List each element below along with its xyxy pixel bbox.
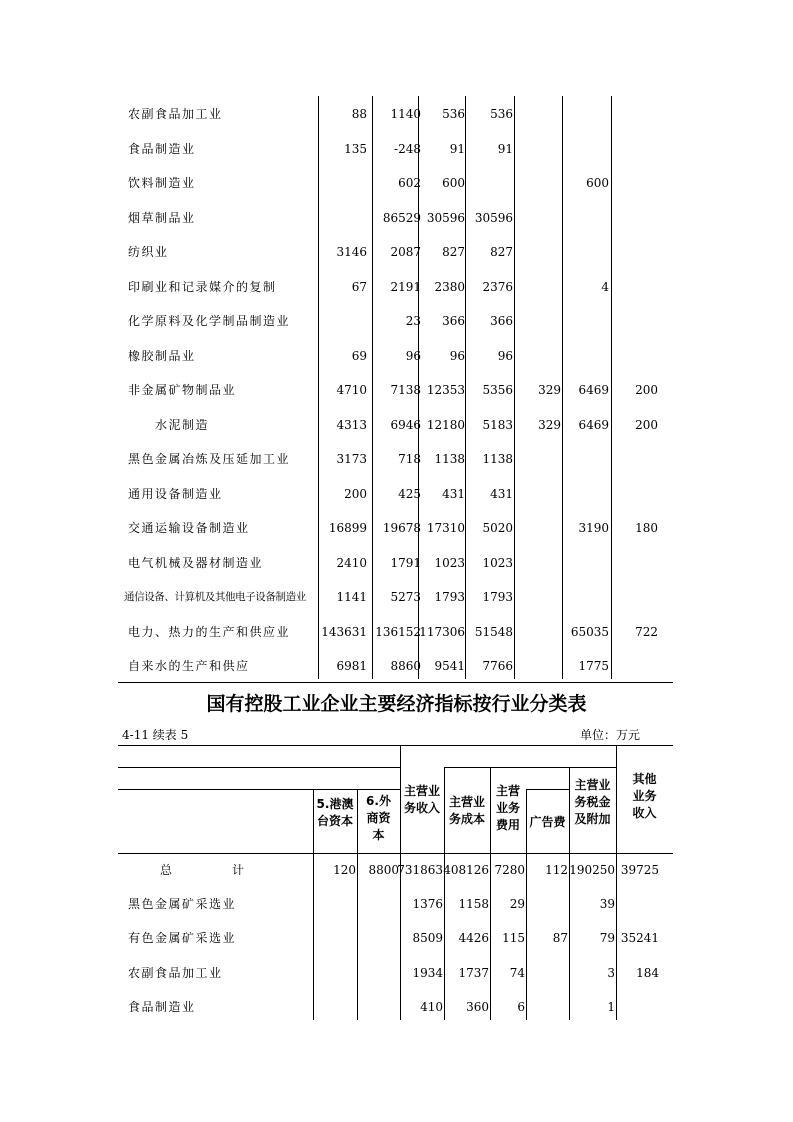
header-bottom-rule: [118, 853, 673, 854]
t1-cell: 366: [490, 314, 513, 328]
t1-cell: 722: [635, 624, 658, 639]
t1-cell: 17310: [426, 521, 465, 535]
t1-cell: 1023: [482, 555, 513, 570]
header-foreign-capital: 6.外 商资 本: [366, 794, 391, 842]
t1-cell: 5020: [482, 521, 513, 535]
t1-cell: 2376: [482, 279, 513, 294]
t2-cell: 87: [552, 931, 568, 946]
t1-cell: 827: [442, 245, 465, 259]
t1-cell: 200: [344, 486, 367, 501]
t1-cell: 9541: [434, 659, 465, 673]
t2-cell: 1737: [458, 965, 489, 980]
t1-cell: 1791: [390, 555, 421, 570]
t1-row-label: 农副食品加工业: [128, 107, 223, 121]
table2-unit: 单位：万元: [580, 728, 641, 742]
t2-row-label: 黑色金属矿采选业: [128, 897, 237, 912]
t1-cell: 1138: [434, 452, 465, 466]
t2-cell: 29: [509, 897, 525, 912]
t1-cell: 3146: [336, 245, 367, 259]
t1-cell: 91: [449, 141, 465, 156]
t1-row-label: 自来水的生产和供应: [128, 659, 250, 673]
t2-cell: 35241: [620, 931, 659, 946]
t1-row-label: 食品制造业: [128, 141, 196, 156]
t1-cell: 431: [490, 486, 513, 501]
t1-cell: 366: [442, 314, 465, 328]
t1-cell: 6469: [578, 383, 609, 397]
t2-cell: 120: [333, 863, 356, 877]
t1-cell: 12353: [426, 383, 465, 397]
t1-cell: 602: [398, 176, 421, 190]
t1-cell: 12180: [426, 417, 465, 432]
t1-cell: 5356: [482, 383, 513, 397]
t1-cell: 329: [538, 417, 561, 432]
t1-row-label: 电气机械及器材制造业: [128, 555, 264, 570]
t2-cell: 1934: [412, 965, 443, 980]
t1-cell: 30596: [474, 210, 513, 225]
t1-cell: 718: [398, 452, 421, 466]
t2-cell: 79: [599, 931, 615, 946]
t1-cell: 536: [490, 107, 513, 121]
t1-cell: 88: [351, 107, 367, 121]
t1-cell: 4710: [336, 383, 367, 397]
t1-cell: 600: [442, 176, 465, 190]
header-rule-2: [118, 767, 400, 768]
t1-cell: 200: [635, 417, 658, 432]
t1-row-label: 通信设备、计算机及其他电子设备制造业: [124, 591, 306, 603]
table2-id: 4-11 续表 5: [122, 728, 189, 742]
t1-cell: 1140: [390, 107, 421, 121]
t1-row-label: 纺织业: [128, 245, 169, 259]
t2-cell: 1376: [412, 897, 443, 912]
t1-cell: 180: [635, 521, 658, 535]
t2-cell: 4426: [458, 931, 489, 946]
t2-row-label: 食品制造业: [128, 999, 196, 1014]
t1-cell: 96: [405, 348, 421, 363]
t1-row-label: 橡胶制品业: [128, 348, 196, 363]
t1-cell: 23: [405, 314, 421, 328]
t2-cell: 190250: [569, 863, 615, 877]
t2-cell: 6: [517, 999, 525, 1014]
t1-cell: 431: [442, 486, 465, 501]
t1-cell: 6469: [578, 417, 609, 432]
t1-cell: 96: [449, 348, 465, 363]
t2-cell: 112: [545, 863, 568, 877]
t1-cell: 2191: [390, 279, 421, 294]
t1-cell: 96: [497, 348, 513, 363]
t2-cell: 410: [420, 999, 443, 1014]
t1-cell: 4313: [336, 417, 367, 432]
t2-total-label: 总 计: [160, 863, 251, 877]
t2-cell: 8800: [368, 863, 399, 877]
t2-cell: 39725: [620, 863, 659, 877]
t1-row-label: 电力、热力的生产和供应业: [128, 624, 291, 639]
t1-row-label: 烟草制品业: [128, 210, 196, 225]
t1-cell: 8860: [390, 659, 421, 673]
t1-cell: 5183: [482, 417, 513, 432]
t1-cell: 536: [442, 107, 465, 121]
t1-row-label: 化学原料及化学制品制造业: [128, 314, 291, 328]
header-top-rule: [118, 745, 673, 746]
t1-cell: 329: [538, 383, 561, 397]
t2-cell: 1: [607, 999, 615, 1014]
header-main-revenue: 主营业 务收入: [403, 784, 440, 815]
t2-vline-2: [357, 853, 358, 1020]
t1-cell: 2380: [434, 279, 465, 294]
t2-row-label: 农副食品加工业: [128, 965, 223, 980]
t2-cell: 408126: [443, 863, 489, 877]
t1-cell: 1023: [434, 555, 465, 570]
t2-cell: 115: [502, 931, 525, 946]
t1-cell: 117306: [419, 624, 465, 639]
t1-cell: 135: [344, 141, 367, 156]
t1-cell: 91: [497, 141, 513, 156]
t1-row-label: 饮料制造业: [128, 176, 196, 190]
t2-cell: 8509: [412, 931, 443, 946]
header-rule-cost: [444, 767, 569, 768]
t1-cell: 69: [351, 348, 367, 363]
t2-cell: 184: [636, 965, 659, 980]
t2-cell: 7280: [494, 863, 525, 877]
t1-row-label: 通用设备制造业: [128, 486, 223, 501]
t2-cell: 360: [466, 999, 489, 1014]
t2-row-label: 有色金属矿采选业: [128, 931, 237, 946]
header-main-tax: 主营业 务税金 及附加: [574, 778, 611, 826]
t1-cell: 3190: [578, 521, 609, 535]
t1-cell: 143631: [321, 624, 367, 639]
t1-cell: 86529: [382, 210, 421, 225]
t1-cell: 19678: [382, 521, 421, 535]
t1-cell: 3173: [336, 452, 367, 466]
t1-cell: -248: [394, 141, 421, 156]
t1-cell: 200: [635, 383, 658, 397]
t1-cell: 2410: [336, 555, 367, 570]
t1-cell: 1138: [482, 452, 513, 466]
t1-cell: 136152: [375, 624, 421, 639]
t1-row-label: 印刷业和记录媒介的复制: [128, 279, 277, 294]
t1-row-label: 交通运输设备制造业: [128, 521, 250, 535]
header-hk-capital: 5.港澳 台资本: [316, 797, 354, 828]
t1-cell: 1793: [434, 590, 465, 604]
header-ad-fee: 广告费: [529, 815, 566, 829]
t1-cell: 2087: [390, 245, 421, 259]
header-main-expense: 主营 业务 费用: [495, 784, 520, 832]
t2-cell: 3: [607, 965, 615, 980]
t1-cell: 425: [398, 486, 421, 501]
t1-cell: 1793: [482, 590, 513, 604]
t1-cell: 7766: [482, 659, 513, 673]
t2-vline-1: [313, 853, 314, 1020]
t1-cell: 4: [601, 279, 609, 294]
t2-cell: 74: [509, 965, 525, 980]
t1-cell: 67: [351, 279, 367, 294]
t1-cell: 65035: [570, 624, 609, 639]
header-rule-tax: [569, 767, 616, 768]
header-rule-ad: [526, 789, 569, 790]
t1-cell: 6946: [390, 417, 421, 432]
t1-cell: 827: [490, 245, 513, 259]
t1-cell: 7138: [390, 383, 421, 397]
t1-row-label: 黑色金属冶炼及压延加工业: [128, 452, 291, 466]
t1-bottom-rule: [118, 682, 673, 683]
t2-cell: 731863: [397, 863, 443, 877]
table2-title: 国有控股工业企业主要经济指标按行业分类表: [206, 693, 587, 715]
header-other-revenue: 其他 业务 收入: [632, 772, 657, 820]
t1-cell: 16899: [328, 521, 367, 535]
t1-cell: 51548: [474, 624, 513, 639]
t1-cell: 30596: [426, 210, 465, 225]
t1-row-label: 非金属矿物制品业: [128, 383, 237, 397]
t1-row-label: 水泥制造: [155, 417, 210, 432]
t1-cell: 1141: [336, 590, 367, 604]
t1-cell: 1775: [578, 659, 609, 673]
t1-cell: 6981: [336, 659, 367, 673]
t2-cell: 39: [599, 897, 615, 912]
t1-cell: 5273: [390, 590, 421, 604]
header-main-cost: 主营业 务成本: [448, 795, 485, 826]
t2-cell: 1158: [458, 897, 489, 912]
t1-cell: 600: [586, 176, 609, 190]
